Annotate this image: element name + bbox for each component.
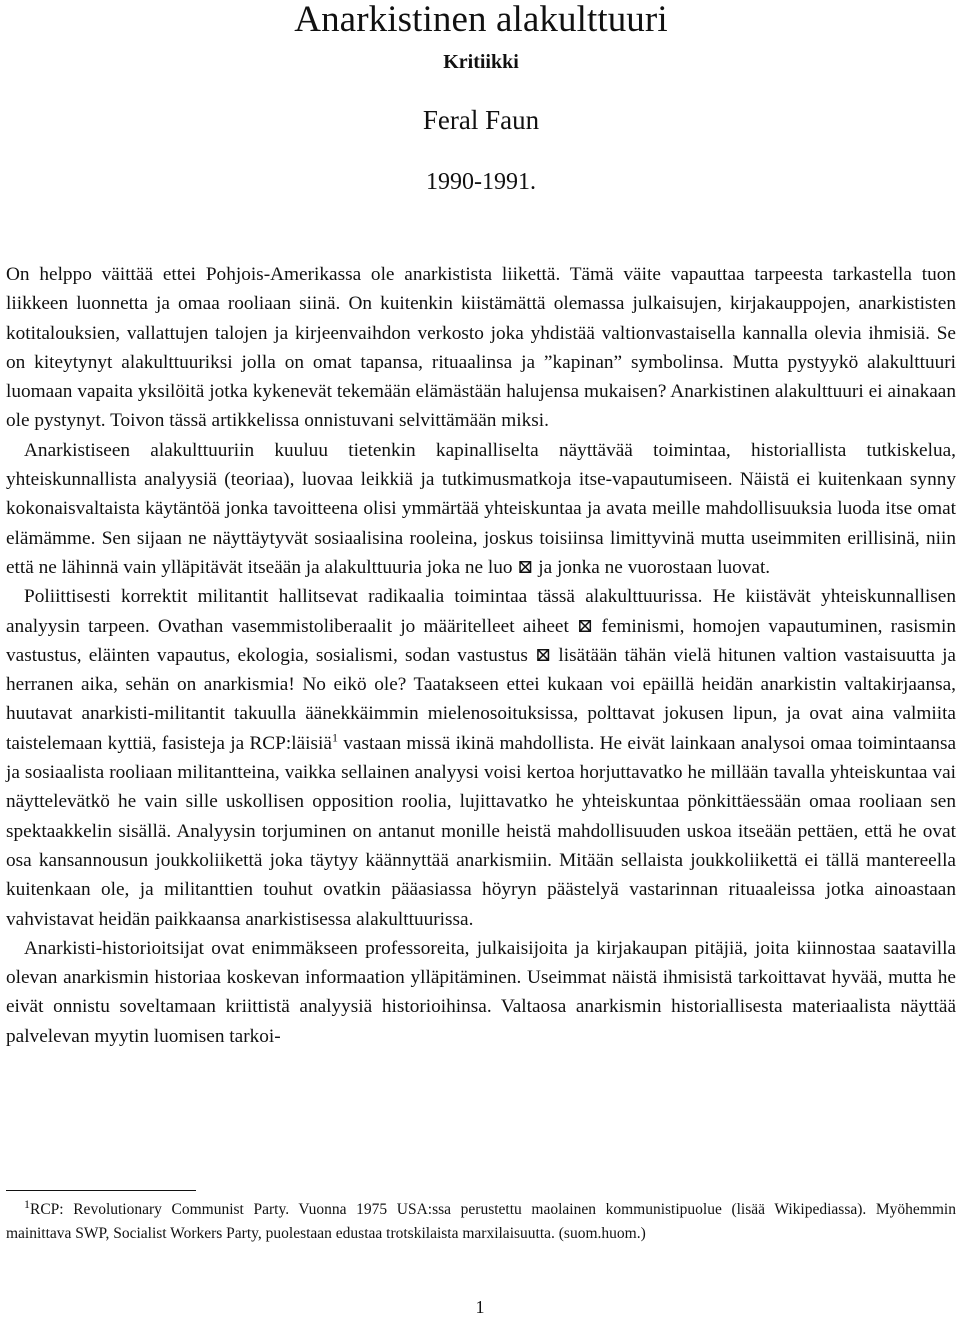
footnote-text: RCP: Revolutionary Communist Party. Vuonna 1975 USA:ssa perustettu maolainen kommunistipuolue (lisää Wikipediassa). Myöhemmin mainittava SWP, Socialist Workers Party, puolestaan edustaa trotskilaista marxilaisuutta. (suom.huom.) [6, 1201, 956, 1242]
page-number: 1 [475, 1297, 485, 1317]
paragraph: On helppo väittää ettei Pohjois-Amerikassa ole anarkistista liikettä. Tämä väite vapauttaa tarpeesta tarkastella tuon liikkeen luonnetta ja omaa rooliaan siinä. On kuitenkin kiistämättä olemassa julkaisujen, kirjakauppojen, anarkististen kotitalouksien, vallattujen talojen ja kirjeenvaihdon verkosto joka yhdistää valtionvastaisella kannalla olevia ihmisiä. Se on kiteytynyt alakulttuuriksi jolla on omat tapansa, rituaalinsa ja ”kapinan” symbolinsa. Mutta pystyykö alakulttuuri luomaan vapaita yksilöitä jotka kykenevät tekemään elämästään halujensa mukaisen? Anarkistinen alakulttuuri ei ainakaan ole pystynyt. Toivon tässä artikkelissa onnistuvani selvittämään miksi. [6, 264, 956, 432]
paragraph: Anarkisti-historioitsijat ovat enimmäkseen professoreita, julkaisijoita ja kirjakaupan pitäjiä, joita kiinnostaa saatavilla olevan anarkismin historiaa koskevan informaation ylläpitäminen. Useimmat näistä ihmisistä tarkoittavat hyvää, mutta he eivät onnistu soveltamaan kriittistä analyysiä historioihinsa. Valtaosa anarkismin historiallisesta materiaalista näyttää palvelevan myytin luomisen tarkoi- [6, 937, 956, 1047]
footnote-marker: 1 [24, 1196, 30, 1211]
footnote-reference[interactable]: 1 [331, 730, 338, 745]
footnote-divider [6, 1190, 196, 1191]
document-author: Feral Faun [422, 105, 540, 135]
document-title: Anarkistinen alakulttuuri [294, 0, 668, 40]
paragraph-text: Poliittisesti korrektit militantit hallitsevat radikaalia toimintaa tässä alakulttuurissa. He kiistävät yhteiskunnallisen analyysin tarpeen. Ovathan vasemmistoliberaalit jo määritelleet aiheet ⊠ feminismi, homojen vapautuminen, rasismin vastustus, eläinten vapautus, ekologia, sosialismi, sodan vastustus ⊠ lisätään tähän vielä hitunen valtion vastaisuutta ja herranen aika, sehän on anarkismia! No eikö ole? Taatakseen ettei kukaan voi epäillä heidän anarkistin valtakirjaansa, huutavat anarkisti-militantit takuulla äänekkäimmin mielenosoituksissa, polttavat jokusen lipun, ja ovat aina valmiita taistelemaan kyttiä, fasisteja ja RCP:läisiä [6, 586, 956, 754]
document-date: 1990-1991. [426, 169, 536, 195]
document-page [6, 0, 956, 1051]
document-subtitle: Kritiikki [443, 51, 519, 73]
paragraph [6, 582, 956, 934]
paragraph-text: vastaan missä ikinä mahdollista. He eivät lainkaan analysoi omaa toimintaansa ja sosiaalista rooliaan militantteina, vaikka sellainen analyysi voisi kertoa horjuttavatko he millään tavalla yhteiskuntaa vai näyttelevätkö he vain sille uskollisen opposition roolia, lujittavatko he yhteiskuntaa pönkittäessään omaa rooliaan sen spektaakkelin sisällä. Analyysin torjuminen on antanut monille heistä mahdollisuuden uskoa itseään pettäen, että he ovat osa kansannousun joukkoliikettä joka täytyy käännyttää anarkismiin. Mitään sellaista joukkoliikettä ei tällä mantereella kuitenkaan ole, ja militanttien touhut ovatkin pääasiassa höyryn päästelyä vastarinnan rituaaleissa jotka ainoastaan vahvistavat heidän paikkaansa anarkistisessa alakulttuurissa. [6, 732, 957, 930]
body-text [6, 260, 956, 1051]
footnote [6, 1198, 956, 1245]
paragraph: Anarkistiseen alakulttuuriin kuuluu tietenkin kapinalliselta näyttävää toimintaa, historiallista tutkiskelua, yhteiskunnallista analyysiä (teoriaa), luovaa leikkiä ja tutkimusmatkoja itse-vapautumiseen. Näistä ei kuitenkaan synny kokonaisvaltaista käytäntöä jonka tavoitteena olisi ymmärtää yhteiskuntaa ja avata meille mahdollisuuksia luoda itse omat elämämme. Sen sijaan ne näyttäytyvät sosiaalisina rooleina, joskus toisiinsa limittyvinä mutta useimmiten erillisinä, niin että ne lähinnä vain ylläpitävät itseään ja alakulttuuria joka ne luo ⊠ ja jonka ne vuorostaan luovat. [6, 439, 956, 578]
